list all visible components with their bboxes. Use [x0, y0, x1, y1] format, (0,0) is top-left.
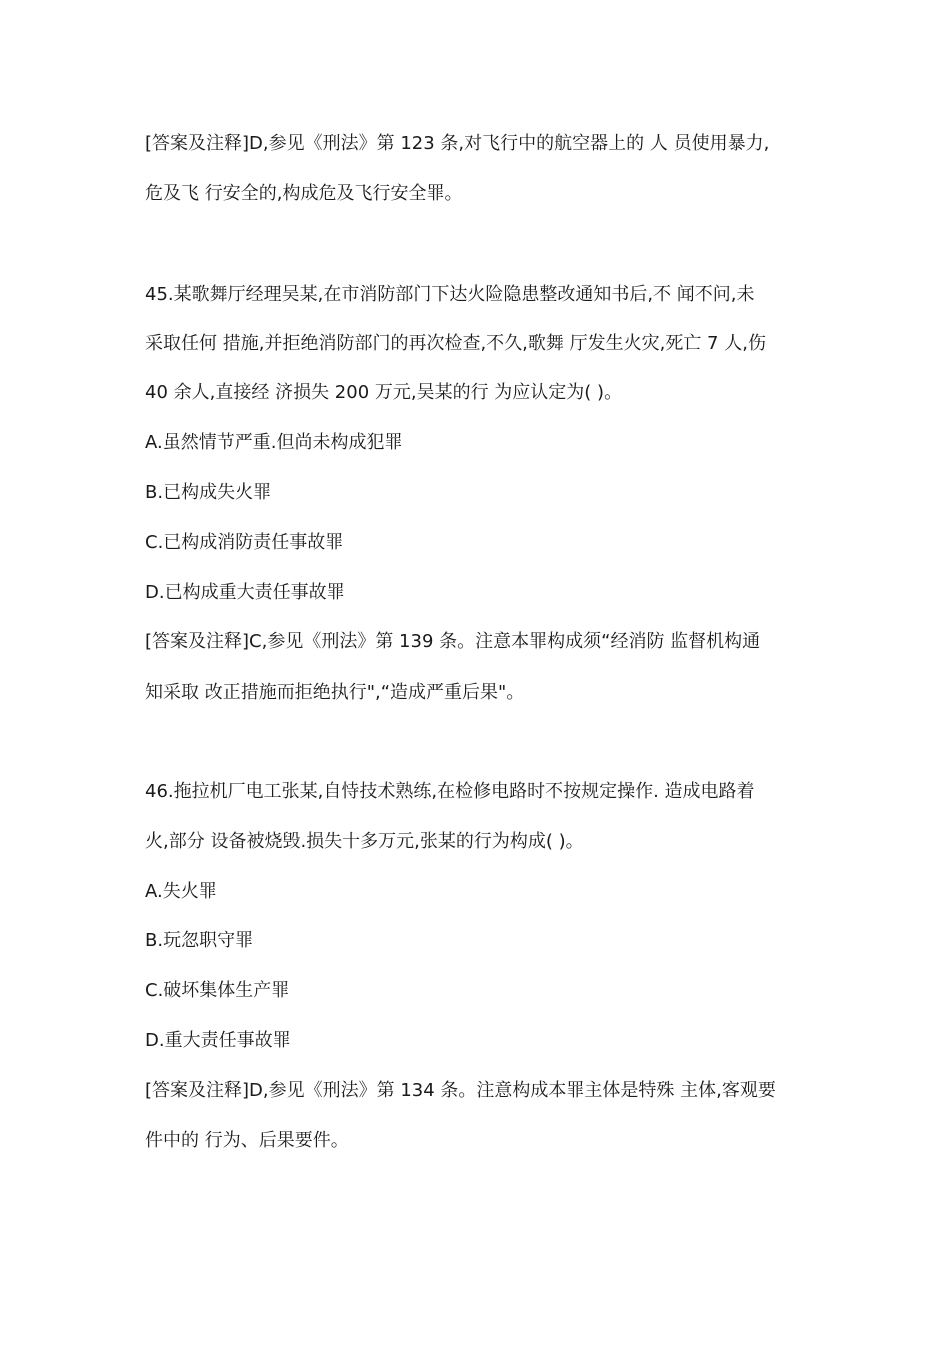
question-45-line-3: 40 余人,直接经 济损失 200 万元,吴某的行 为应认定为( )。	[145, 382, 623, 403]
question-45-option-d: D.已构成重大责任事故罪	[145, 582, 345, 603]
question-46-line-2: 火,部分 设备被烧毁.损失十多万元,张某的行为构成( )。	[145, 831, 584, 852]
question-45-line-1: 45.某歌舞厅经理吴某,在市消防部门下达火险隐患整改通知书后,不 闻不问,未	[145, 284, 755, 305]
answer-45-line-2: 知采取 改正措施而拒绝执行",“造成严重后果"。	[145, 682, 525, 703]
answer-44-line-1: [答案及注释]D,参见《刑法》第 123 条,对飞行中的航空器上的 人 员使用暴力,	[145, 133, 770, 154]
question-46-option-c: C.破坏集体生产罪	[145, 980, 290, 1001]
question-45-option-c: C.已构成消防责任事故罪	[145, 532, 344, 553]
question-46-line-1: 46.拖拉机厂电工张某,自恃技术熟练,在检修电路时不按规定操作. 造成电路着	[145, 781, 755, 802]
question-45-line-2: 采取任何 措施,并拒绝消防部门的再次检查,不久,歌舞 厅发生火灾,死亡 7 人,伤	[145, 333, 766, 354]
answer-46-line-1: [答案及注释]D,参见《刑法》第 134 条。注意构成本罪主体是特殊 主体,客观要	[145, 1080, 776, 1101]
answer-46-line-2: 件中的 行为、后果要件。	[145, 1130, 349, 1151]
question-46-option-b: B.玩忽职守罪	[145, 930, 254, 951]
question-46-option-a: A.失火罪	[145, 881, 217, 902]
question-45-option-b: B.已构成失火罪	[145, 482, 272, 503]
question-45-option-a: A.虽然情节严重.但尚未构成犯罪	[145, 432, 403, 453]
answer-44-line-2: 危及飞 行安全的,构成危及飞行安全罪。	[145, 183, 463, 204]
question-46-option-d: D.重大责任事故罪	[145, 1030, 291, 1051]
answer-45-line-1: [答案及注释]C,参见《刑法》第 139 条。注意本罪构成须“经消防 监督机构通	[145, 631, 761, 652]
